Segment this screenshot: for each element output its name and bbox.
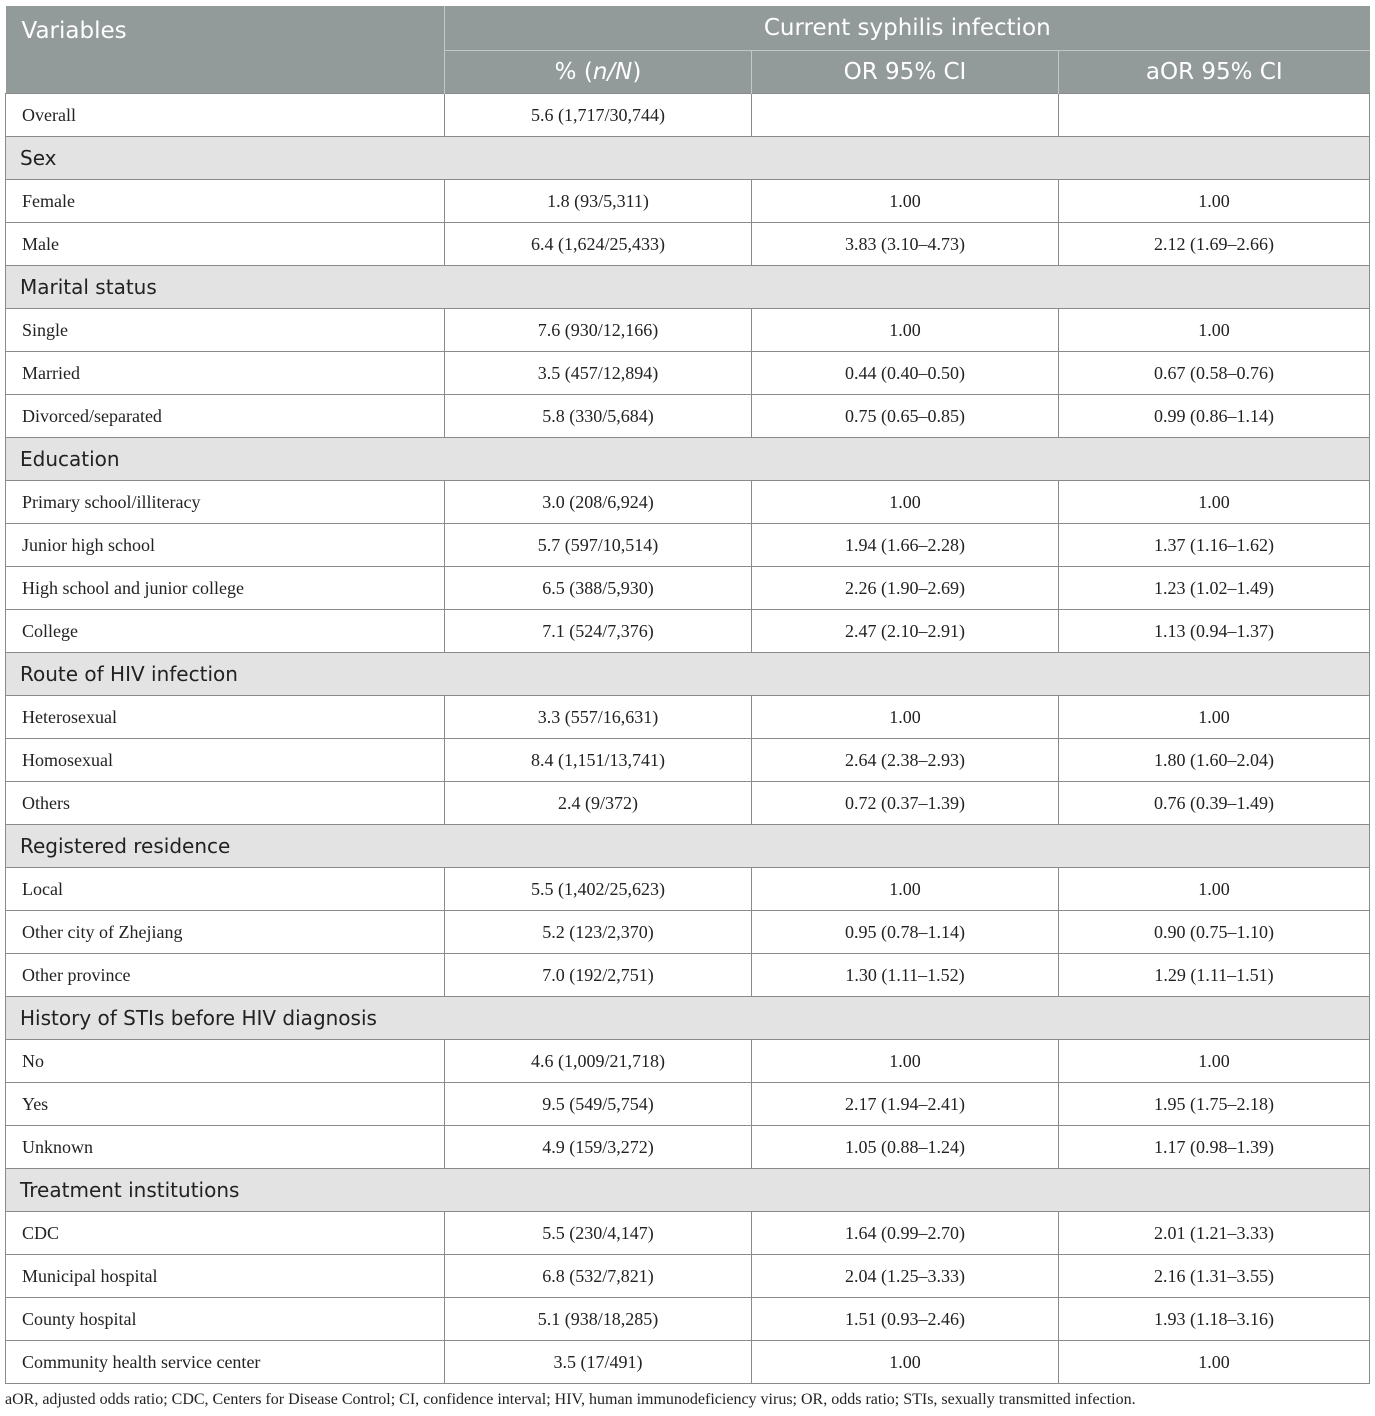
cell-percent: 5.5 (230/4,147) bbox=[445, 1212, 752, 1255]
section-row bbox=[6, 997, 1370, 1040]
cell-aor: 1.00 bbox=[1059, 309, 1370, 352]
section-label: Treatment institutions bbox=[6, 1169, 1370, 1212]
table-body bbox=[6, 94, 1370, 1384]
row-label: Yes bbox=[6, 1083, 445, 1126]
row-label: Municipal hospital bbox=[6, 1255, 445, 1298]
cell-percent: 8.4 (1,151/13,741) bbox=[445, 739, 752, 782]
cell-percent: 7.1 (524/7,376) bbox=[445, 610, 752, 653]
cell-percent: 3.0 (208/6,924) bbox=[445, 481, 752, 524]
cell-or: 1.94 (1.66–2.28) bbox=[752, 524, 1059, 567]
table-row bbox=[6, 94, 1370, 137]
cell-aor: 1.13 (0.94–1.37) bbox=[1059, 610, 1370, 653]
cell-percent: 9.5 (549/5,754) bbox=[445, 1083, 752, 1126]
cell-or: 1.05 (0.88–1.24) bbox=[752, 1126, 1059, 1169]
cell-aor: 1.00 bbox=[1059, 696, 1370, 739]
header-variables: Variables bbox=[6, 6, 445, 94]
row-label: Female bbox=[6, 180, 445, 223]
section-label: Sex bbox=[6, 137, 1370, 180]
cell-or: 2.26 (1.90–2.69) bbox=[752, 567, 1059, 610]
cell-percent: 7.6 (930/12,166) bbox=[445, 309, 752, 352]
table-row bbox=[6, 782, 1370, 825]
row-label: County hospital bbox=[6, 1298, 445, 1341]
cell-aor: 0.67 (0.58–0.76) bbox=[1059, 352, 1370, 395]
cell-or: 1.00 bbox=[752, 1040, 1059, 1083]
row-label: Heterosexual bbox=[6, 696, 445, 739]
table-row bbox=[6, 911, 1370, 954]
cell-aor: 1.95 (1.75–2.18) bbox=[1059, 1083, 1370, 1126]
cell-aor: 0.99 (0.86–1.14) bbox=[1059, 395, 1370, 438]
cell-percent: 6.5 (388/5,930) bbox=[445, 567, 752, 610]
table-row bbox=[6, 567, 1370, 610]
header-percent-italic: n/N bbox=[592, 59, 633, 85]
cell-percent: 5.6 (1,717/30,744) bbox=[445, 94, 752, 137]
cell-or: 1.00 bbox=[752, 868, 1059, 911]
cell-aor: 1.80 (1.60–2.04) bbox=[1059, 739, 1370, 782]
cell-aor: 0.90 (0.75–1.10) bbox=[1059, 911, 1370, 954]
table-row bbox=[6, 696, 1370, 739]
section-row bbox=[6, 438, 1370, 481]
table-row bbox=[6, 1212, 1370, 1255]
cell-percent: 7.0 (192/2,751) bbox=[445, 954, 752, 997]
row-label: Others bbox=[6, 782, 445, 825]
cell-or: 2.17 (1.94–2.41) bbox=[752, 1083, 1059, 1126]
cell-percent: 5.5 (1,402/25,623) bbox=[445, 868, 752, 911]
cell-or: 1.00 bbox=[752, 1341, 1059, 1384]
table-header bbox=[6, 6, 1370, 94]
cell-or: 2.64 (2.38–2.93) bbox=[752, 739, 1059, 782]
cell-aor: 1.29 (1.11–1.51) bbox=[1059, 954, 1370, 997]
row-label: Single bbox=[6, 309, 445, 352]
cell-aor: 2.12 (1.69–2.66) bbox=[1059, 223, 1370, 266]
row-label: CDC bbox=[6, 1212, 445, 1255]
table-row bbox=[6, 610, 1370, 653]
cell-aor: 1.93 (1.18–3.16) bbox=[1059, 1298, 1370, 1341]
cell-aor: 1.23 (1.02–1.49) bbox=[1059, 567, 1370, 610]
cell-percent: 2.4 (9/372) bbox=[445, 782, 752, 825]
cell-or bbox=[752, 94, 1059, 137]
cell-aor: 1.00 bbox=[1059, 1040, 1370, 1083]
cell-aor: 1.17 (0.98–1.39) bbox=[1059, 1126, 1370, 1169]
section-row bbox=[6, 137, 1370, 180]
cell-aor: 1.37 (1.16–1.62) bbox=[1059, 524, 1370, 567]
row-label: Other province bbox=[6, 954, 445, 997]
table-row bbox=[6, 309, 1370, 352]
row-label: Divorced/separated bbox=[6, 395, 445, 438]
header-aor: aOR 95% CI bbox=[1059, 51, 1370, 94]
cell-aor bbox=[1059, 94, 1370, 137]
cell-percent: 5.2 (123/2,370) bbox=[445, 911, 752, 954]
header-or: OR 95% CI bbox=[752, 51, 1059, 94]
row-label: College bbox=[6, 610, 445, 653]
table-row bbox=[6, 352, 1370, 395]
table-row bbox=[6, 868, 1370, 911]
section-row bbox=[6, 825, 1370, 868]
header-percent-suffix: ) bbox=[632, 59, 642, 85]
row-label: Local bbox=[6, 868, 445, 911]
cell-percent: 3.3 (557/16,631) bbox=[445, 696, 752, 739]
table-row bbox=[6, 1126, 1370, 1169]
cell-percent: 5.8 (330/5,684) bbox=[445, 395, 752, 438]
table-row bbox=[6, 1341, 1370, 1384]
section-label: Route of HIV infection bbox=[6, 653, 1370, 696]
section-label: History of STIs before HIV diagnosis bbox=[6, 997, 1370, 1040]
cell-or: 1.64 (0.99–2.70) bbox=[752, 1212, 1059, 1255]
cell-percent: 1.8 (93/5,311) bbox=[445, 180, 752, 223]
cell-percent: 4.6 (1,009/21,718) bbox=[445, 1040, 752, 1083]
section-label: Education bbox=[6, 438, 1370, 481]
cell-or: 1.00 bbox=[752, 481, 1059, 524]
table-row bbox=[6, 954, 1370, 997]
section-row bbox=[6, 1169, 1370, 1212]
row-label: Homosexual bbox=[6, 739, 445, 782]
cell-percent: 5.7 (597/10,514) bbox=[445, 524, 752, 567]
cell-percent: 5.1 (938/18,285) bbox=[445, 1298, 752, 1341]
cell-or: 0.95 (0.78–1.14) bbox=[752, 911, 1059, 954]
cell-or: 1.51 (0.93–2.46) bbox=[752, 1298, 1059, 1341]
table-row bbox=[6, 1298, 1370, 1341]
cell-or: 2.04 (1.25–3.33) bbox=[752, 1255, 1059, 1298]
row-label: No bbox=[6, 1040, 445, 1083]
row-label: Primary school/illiteracy bbox=[6, 481, 445, 524]
cell-percent: 3.5 (457/12,894) bbox=[445, 352, 752, 395]
cell-aor: 1.00 bbox=[1059, 180, 1370, 223]
cell-aor: 2.16 (1.31–3.55) bbox=[1059, 1255, 1370, 1298]
cell-aor: 1.00 bbox=[1059, 868, 1370, 911]
cell-or: 0.72 (0.37–1.39) bbox=[752, 782, 1059, 825]
row-label: Overall bbox=[6, 94, 445, 137]
header-percent-prefix: % ( bbox=[554, 59, 593, 85]
cell-or: 1.00 bbox=[752, 180, 1059, 223]
cell-or: 0.75 (0.65–0.85) bbox=[752, 395, 1059, 438]
cell-aor: 1.00 bbox=[1059, 1341, 1370, 1384]
section-label: Registered residence bbox=[6, 825, 1370, 868]
table-row bbox=[6, 1255, 1370, 1298]
cell-aor: 2.01 (1.21–3.33) bbox=[1059, 1212, 1370, 1255]
cell-or: 0.44 (0.40–0.50) bbox=[752, 352, 1059, 395]
row-label: Other city of Zhejiang bbox=[6, 911, 445, 954]
table-row bbox=[6, 395, 1370, 438]
cell-aor: 0.76 (0.39–1.49) bbox=[1059, 782, 1370, 825]
cell-percent: 6.8 (532/7,821) bbox=[445, 1255, 752, 1298]
row-label: High school and junior college bbox=[6, 567, 445, 610]
table-row bbox=[6, 223, 1370, 266]
section-label: Marital status bbox=[6, 266, 1370, 309]
row-label: Married bbox=[6, 352, 445, 395]
cell-or: 2.47 (2.10–2.91) bbox=[752, 610, 1059, 653]
table-footnote: aOR, adjusted odds ratio; CDC, Centers for Disease Control; CI, confidence interval; HIV, human immunodeficiency virus; OR, odds ratio; STIs, sexually transmitted infection. bbox=[5, 1391, 1136, 1408]
table-row bbox=[6, 1040, 1370, 1083]
cell-percent: 6.4 (1,624/25,433) bbox=[445, 223, 752, 266]
header-current-syphilis-infection: Current syphilis infection bbox=[445, 6, 1370, 51]
table-row bbox=[6, 524, 1370, 567]
row-label: Junior high school bbox=[6, 524, 445, 567]
cell-or: 1.00 bbox=[752, 696, 1059, 739]
section-row bbox=[6, 266, 1370, 309]
cell-aor: 1.00 bbox=[1059, 481, 1370, 524]
row-label: Unknown bbox=[6, 1126, 445, 1169]
cell-or: 3.83 (3.10–4.73) bbox=[752, 223, 1059, 266]
cell-or: 1.30 (1.11–1.52) bbox=[752, 954, 1059, 997]
row-label: Male bbox=[6, 223, 445, 266]
table-row bbox=[6, 180, 1370, 223]
header-percent bbox=[445, 51, 752, 94]
cell-percent: 4.9 (159/3,272) bbox=[445, 1126, 752, 1169]
row-label: Community health service center bbox=[6, 1341, 445, 1384]
table-row bbox=[6, 1083, 1370, 1126]
cell-percent: 3.5 (17/491) bbox=[445, 1341, 752, 1384]
results-table-container bbox=[5, 6, 1369, 1384]
cell-or: 1.00 bbox=[752, 309, 1059, 352]
section-row bbox=[6, 653, 1370, 696]
table-row bbox=[6, 481, 1370, 524]
syphilis-results-table bbox=[5, 6, 1370, 1384]
table-row bbox=[6, 739, 1370, 782]
